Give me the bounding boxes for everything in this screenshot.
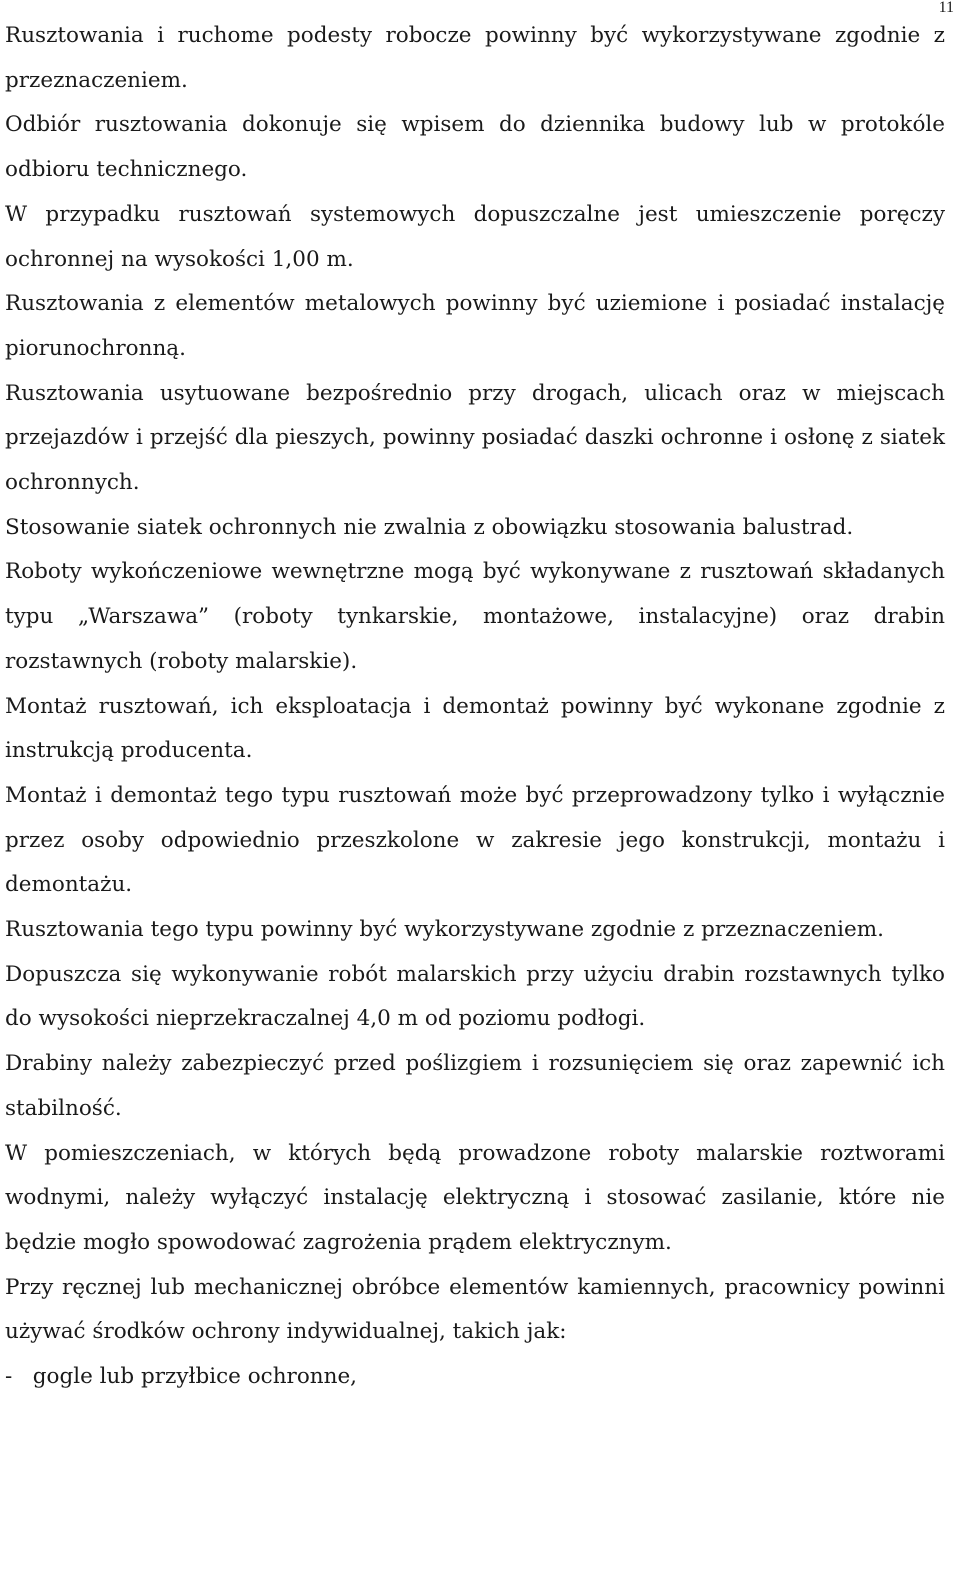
paragraph: W pomieszczeniach, w których będą prowadzone roboty malarskie roztworami wodnymi, należy wyłączyć instalację elektryczną i stosować zasilanie, które nie będzie mogło spowodować zagrożenia prądem elektrycznym.: [5, 1140, 945, 1255]
paragraph: W przypadku rusztowań systemowych dopuszczalne jest umieszczenie poręczy ochronnej na wysokości 1,00 m.: [5, 201, 945, 272]
paragraph: Przy ręcznej lub mechanicznej obróbce elementów kamiennych, pracownicy powinni używać środków ochrony indywidualnej, takich jak:: [5, 1274, 945, 1345]
page-number: 11: [938, 0, 954, 16]
document-body: [5, 14, 945, 1400]
paragraph: Dopuszcza się wykonywanie robót malarskich przy użyciu drabin rozstawnych tylko do wysokości nieprzekraczalnej 4,0 m od poziomu podłogi.: [5, 961, 945, 1032]
paragraph: Rusztowania usytuowane bezpośrednio przy drogach, ulicach oraz w miejscach przejazdów i przejść dla pieszych, powinny posiadać daszki ochronne i osłonę z siatek ochronnych.: [5, 380, 945, 496]
paragraph: Rusztowania tego typu powinny być wykorzystywane zgodnie z przeznaczeniem.: [5, 917, 884, 943]
paragraph: Odbiór rusztowania dokonuje się wpisem do dziennika budowy lub w protokóle odbioru technicznego.: [5, 112, 945, 183]
paragraph: Rusztowania i ruchome podesty robocze powinny być wykorzystywane zgodnie z przeznaczeniem.: [5, 23, 945, 93]
paragraph: Montaż i demontaż tego typu rusztowań może być przeprowadzony tylko i wyłącznie przez osoby odpowiednio przeszkolone w zakresie jego konstrukcji, montażu i demontażu.: [5, 782, 945, 898]
paragraph: Roboty wykończeniowe wewnętrzne mogą być wykonywane z rusztowań składanych typu „Warszawa” (roboty tynkarskie, montażowe, instalacyjne) oraz drabin rozstawnych (roboty malarskie).: [5, 559, 945, 674]
paragraph: Montaż rusztowań, ich eksploatacja i demontaż powinny być wykonane zgodnie z instrukcją producenta.: [5, 693, 945, 764]
list-item: - gogle lub przyłbice ochronne,: [5, 1364, 358, 1390]
paragraph: Stosowanie siatek ochronnych nie zwalnia z obowiązku stosowania balustrad.: [5, 514, 854, 540]
paragraph: Drabiny należy zabezpieczyć przed poślizgiem i rozsunięciem się oraz zapewnić ich stabilność.: [5, 1051, 945, 1121]
paragraph: Rusztowania z elementów metalowych powinny być uziemione i posiadać instalację piorunochronną.: [5, 291, 945, 361]
